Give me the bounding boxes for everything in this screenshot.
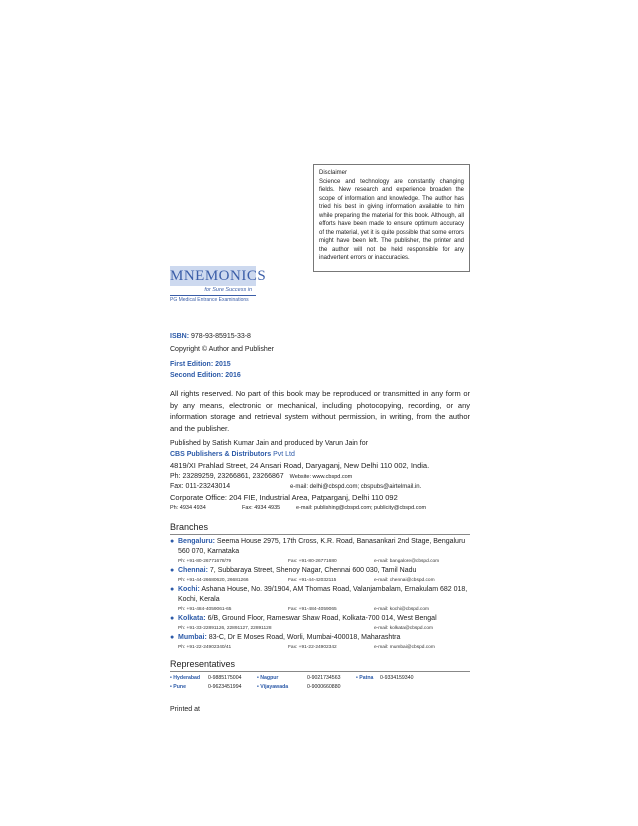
publisher-name-line — [170, 449, 470, 460]
publisher-email: e-mail: delhi@cbspd.com; cbspubs@airtelmail.in. — [290, 483, 422, 490]
corporate-email: e-mail: publishing@cbspd.com; publicity@cbspd.com — [296, 505, 427, 511]
representatives-row: • Pune 0-9623451994 • Vijayawada 0-9000660880 — [170, 684, 341, 690]
isbn-line — [170, 331, 470, 342]
publisher-name: CBS Publishers & Distributors — [170, 451, 272, 458]
disclaimer-body: Science and technology are constantly changing fields. New research and experience broaden the scope of information and knowledge. The author has tried his best in giving information available to him while preparing the material for this book. Although, all efforts have been made to ensure optimum accuracy of the material, yet it is quite possible that some errors might have been left. The publisher, the printer and the author will not be held responsible for any inadvertent errors or inaccuracies. — [319, 178, 464, 261]
publisher-fax: Fax: 011-23243014 — [170, 482, 231, 490]
imprint-page — [170, 331, 470, 715]
disclaimer-title: Disclaimer — [319, 170, 348, 176]
branch-item: ● Bengaluru: Seema House 2975, 17th Cross, K.R. Road, Banasankari 2nd Stage, Bengaluru 560 070, Karnataka Ph: +91-80-26771678/79 Fax: +91-80-26771680 e-mail: bangalore@cbspd.com — [170, 538, 466, 564]
representatives-row: • Hyderabad 0-9885175004 • Nagpur 0-9021734563 • Patna 0-9334159340 — [170, 675, 414, 681]
mnemonics-logo — [170, 266, 267, 303]
branch-item: ● Chennai: 7, Subbaraya Street, Shenoy Nagar, Chennai 600 030, Tamil Nadu Ph: +91-44-26680620, 26681266 Fax: +91-44-42032115 e-mail: chennai@cbspd.com — [170, 567, 435, 583]
disclaimer-box — [313, 164, 470, 272]
rights-statement: All rights reserved. No part of this book may be reproduced or transmitted in any form or by any means, electronic or mechanical, including photocopying, recording, or any information storage and retrieval system without permission, in writing, from the author and the publisher. — [170, 389, 470, 433]
branch-item: ● Kochi: Ashana House, No. 39/1904, AM Thomas Road, Valanjambalam, Ernakulam 682 018, Kochi, Kerala Ph: +91-484-4059061-65 Fax: +91-484-4059065 e-mail: kochi@cbspd.com — [170, 586, 468, 612]
publisher-fax-row — [170, 482, 470, 492]
isbn-label: ISBN: — [170, 333, 190, 340]
publisher-phone-row — [170, 472, 470, 482]
representatives-heading: Representatives — [170, 659, 236, 669]
corporate-phone: Ph: 4934 4934 — [170, 505, 206, 511]
corporate-office: Corporate Office: 204 FIE, Industrial Area, Patparganj, Delhi 110 092 — [170, 492, 398, 502]
corporate-fax: Fax: 4934 4935 — [242, 505, 281, 511]
publisher-website: Website: www.cbspd.com — [289, 473, 353, 480]
branches-heading: Branches — [170, 522, 209, 532]
isbn-value: 978-93-85915-33-8 — [191, 333, 251, 340]
logo-title: MNEMONICS — [170, 268, 267, 284]
published-by: Published by Satish Kumar Jain and produced by Varun Jain for — [170, 440, 368, 447]
corporate-contact-row — [170, 503, 470, 513]
branch-item: ● Mumbai: 83-C, Dr E Moses Road, Worli, Mumbai-400018, Maharashtra Ph: +91-22-24902340/41 Fax: +91-22-24902342 e-mail: mumbai@cbspd.com — [170, 634, 435, 650]
second-edition: Second Edition: 2016 — [170, 372, 241, 379]
branches-list — [170, 537, 470, 652]
logo-tagline: for Sure Success in — [204, 287, 252, 293]
publisher-suffix: Pvt Ltd — [273, 451, 295, 458]
first-edition: First Edition: 2015 — [170, 361, 231, 368]
copyright: Copyright © Author and Publisher — [170, 346, 274, 353]
branch-item: ● Kolkata: 6/B, Ground Floor, Rameswar Shaw Road, Kolkata-700 014, West Bengal Ph: +91-33-22891126, 22891127, 22891128 e-mail: kolkata@cbspd.com — [170, 615, 437, 631]
publisher-address: 4819/XI Prahlad Street, 24 Ansari Road, Daryaganj, New Delhi 110 002, India. — [170, 461, 430, 470]
logo-subtitle: PG Medical Entrance Examinations — [170, 297, 249, 303]
representatives-list — [170, 674, 470, 692]
publisher-phone: Ph: 23289259, 23266861, 23266867 — [170, 472, 284, 480]
printed-at: Printed at — [170, 706, 200, 713]
